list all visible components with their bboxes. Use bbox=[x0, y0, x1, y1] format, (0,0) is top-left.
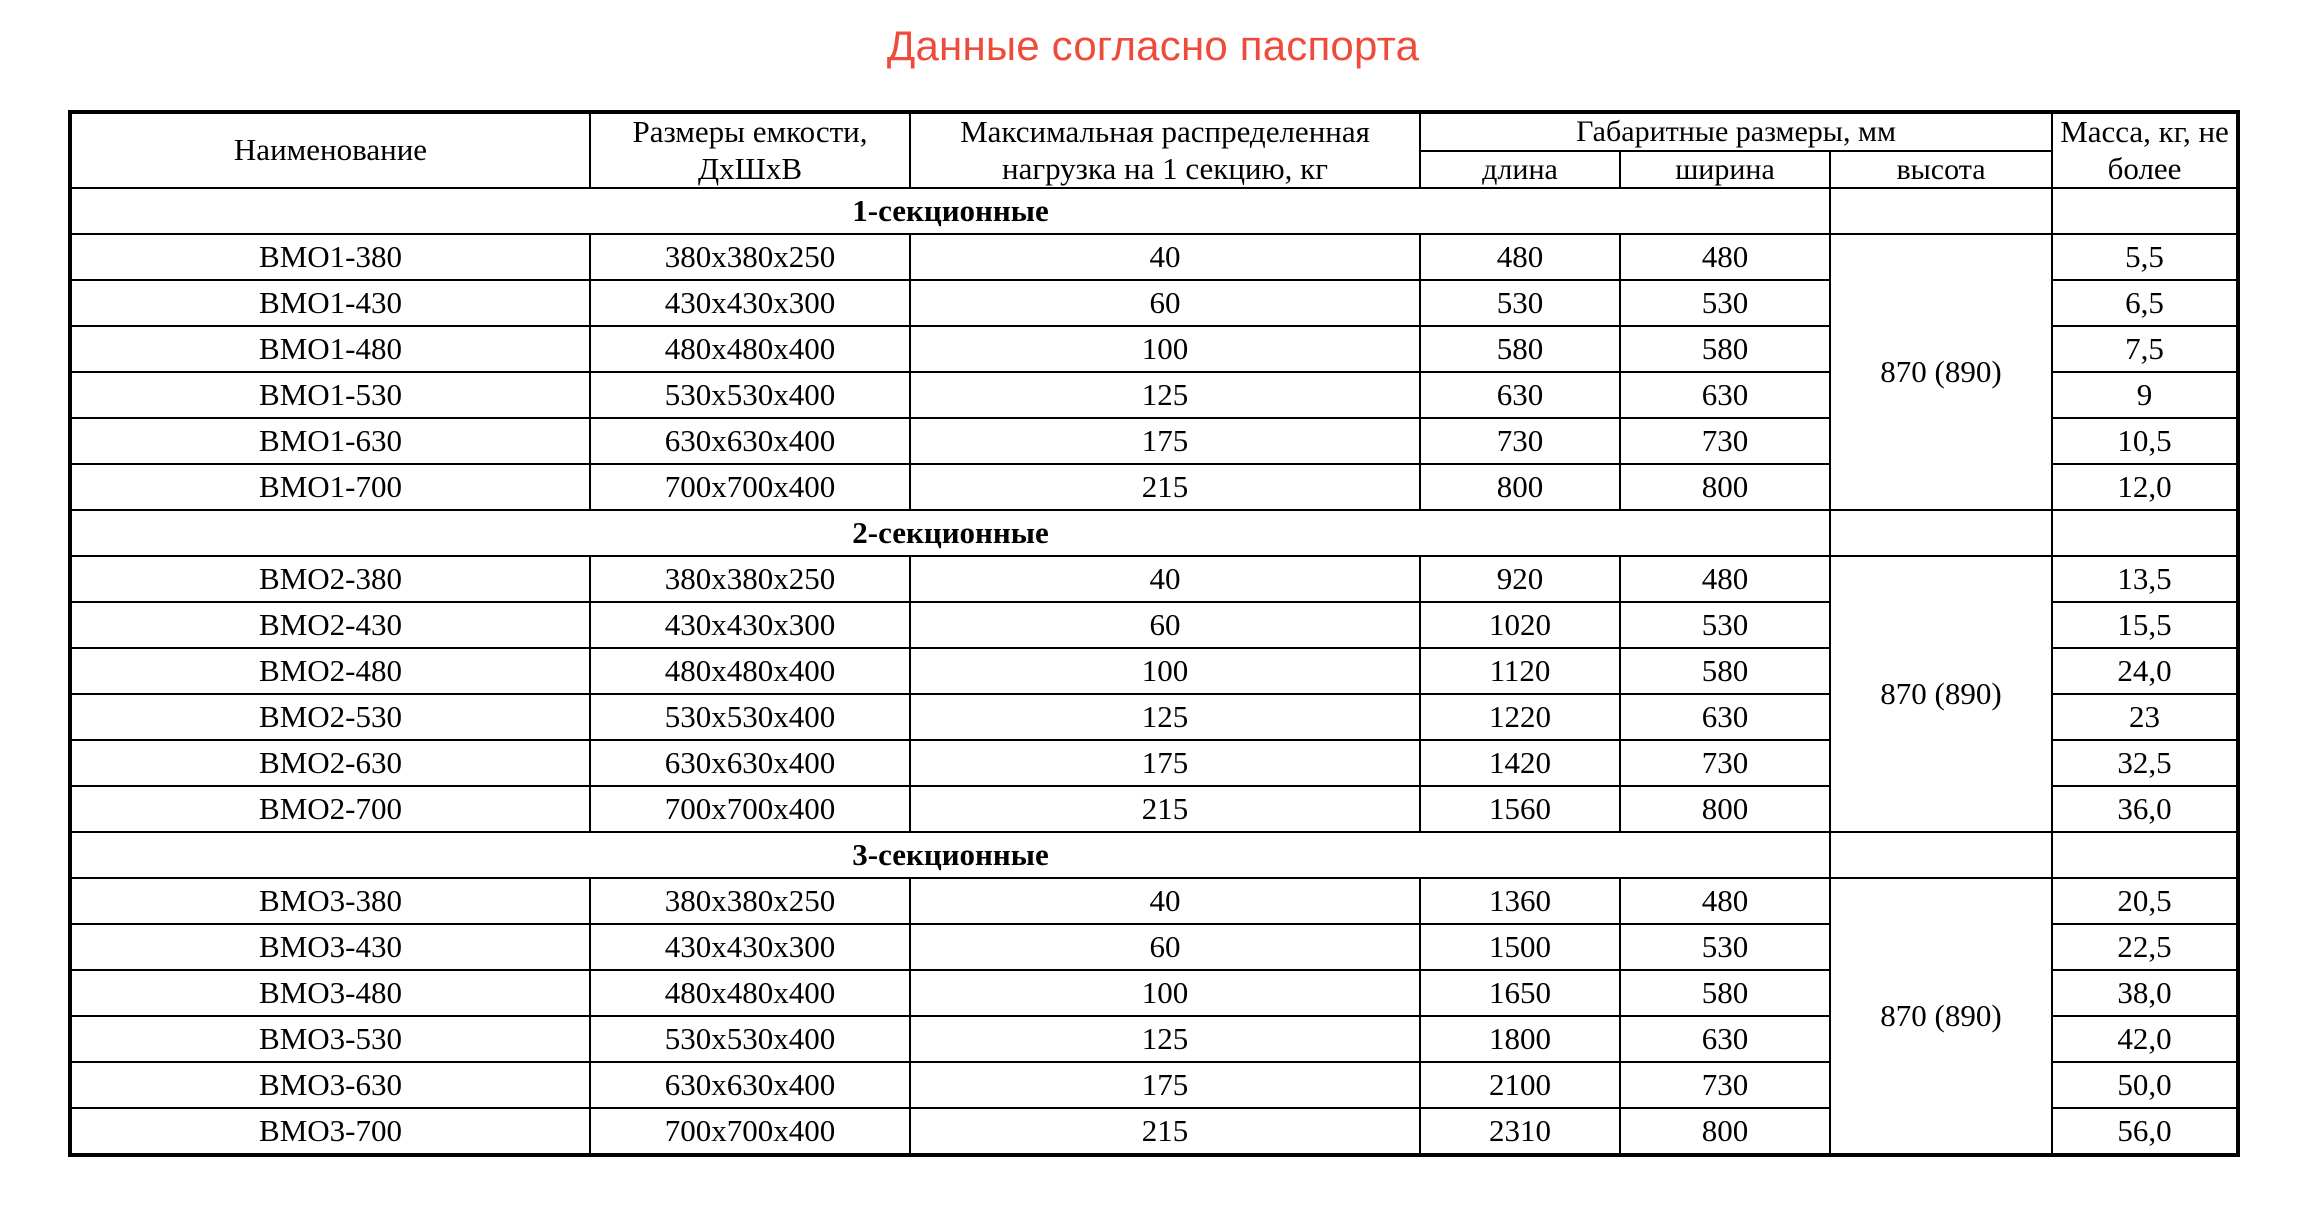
cell-capacity: 480х480х400 bbox=[590, 970, 910, 1016]
cell-capacity: 430х430х300 bbox=[590, 280, 910, 326]
cell-load: 100 bbox=[910, 326, 1420, 372]
cell-capacity: 630х630х400 bbox=[590, 418, 910, 464]
cell-name: ВМО3-700 bbox=[70, 1108, 590, 1155]
header-row-primary bbox=[70, 112, 2238, 151]
table-body bbox=[70, 188, 2238, 1155]
header-mass: Масса, кг, не более bbox=[2052, 112, 2238, 188]
cell-mass: 22,5 bbox=[2052, 924, 2238, 970]
cell-length: 1800 bbox=[1420, 1016, 1620, 1062]
cell-name: ВМО3-480 bbox=[70, 970, 590, 1016]
cell-load: 60 bbox=[910, 280, 1420, 326]
cell-mass: 15,5 bbox=[2052, 602, 2238, 648]
cell-capacity: 530х530х400 bbox=[590, 694, 910, 740]
cell-height: 870 (890) bbox=[1830, 234, 2052, 510]
cell-load: 60 bbox=[910, 924, 1420, 970]
header-capacity: Размеры емкости, ДхШхВ bbox=[590, 112, 910, 188]
cell-length: 1500 bbox=[1420, 924, 1620, 970]
cell-name: ВМО1-380 bbox=[70, 234, 590, 280]
cell-load: 175 bbox=[910, 1062, 1420, 1108]
section-spacer-mass bbox=[2052, 188, 2238, 234]
specification-table-container bbox=[68, 110, 2236, 1157]
section-label: 1-секционные bbox=[70, 188, 1830, 234]
cell-load: 215 bbox=[910, 464, 1420, 510]
cell-length: 920 bbox=[1420, 556, 1620, 602]
cell-capacity: 700х700х400 bbox=[590, 464, 910, 510]
cell-load: 125 bbox=[910, 372, 1420, 418]
section-spacer-mass bbox=[2052, 832, 2238, 878]
cell-name: ВМО3-630 bbox=[70, 1062, 590, 1108]
cell-mass: 13,5 bbox=[2052, 556, 2238, 602]
cell-width: 480 bbox=[1620, 234, 1830, 280]
section-header-row bbox=[70, 188, 2238, 234]
table-header bbox=[70, 112, 2238, 188]
cell-name: ВМО1-530 bbox=[70, 372, 590, 418]
cell-capacity: 530х530х400 bbox=[590, 372, 910, 418]
section-spacer-height bbox=[1830, 188, 2052, 234]
cell-mass: 24,0 bbox=[2052, 648, 2238, 694]
cell-name: ВМО2-480 bbox=[70, 648, 590, 694]
cell-width: 530 bbox=[1620, 602, 1830, 648]
cell-mass: 36,0 bbox=[2052, 786, 2238, 832]
header-height: высота bbox=[1830, 151, 2052, 189]
cell-width: 730 bbox=[1620, 740, 1830, 786]
table-row bbox=[70, 234, 2238, 280]
cell-name: ВМО3-530 bbox=[70, 1016, 590, 1062]
cell-load: 125 bbox=[910, 694, 1420, 740]
cell-mass: 9 bbox=[2052, 372, 2238, 418]
cell-load: 40 bbox=[910, 556, 1420, 602]
cell-capacity: 380х380х250 bbox=[590, 556, 910, 602]
cell-capacity: 530х530х400 bbox=[590, 1016, 910, 1062]
cell-name: ВМО1-630 bbox=[70, 418, 590, 464]
cell-width: 580 bbox=[1620, 326, 1830, 372]
cell-width: 630 bbox=[1620, 372, 1830, 418]
section-spacer-mass bbox=[2052, 510, 2238, 556]
cell-width: 480 bbox=[1620, 556, 1830, 602]
table-row bbox=[70, 556, 2238, 602]
cell-width: 730 bbox=[1620, 418, 1830, 464]
cell-name: ВМО3-380 bbox=[70, 878, 590, 924]
cell-length: 1560 bbox=[1420, 786, 1620, 832]
cell-mass: 23 bbox=[2052, 694, 2238, 740]
cell-mass: 42,0 bbox=[2052, 1016, 2238, 1062]
cell-name: ВМО2-630 bbox=[70, 740, 590, 786]
cell-load: 125 bbox=[910, 1016, 1420, 1062]
cell-capacity: 700х700х400 bbox=[590, 786, 910, 832]
cell-length: 800 bbox=[1420, 464, 1620, 510]
cell-capacity: 480х480х400 bbox=[590, 326, 910, 372]
cell-length: 480 bbox=[1420, 234, 1620, 280]
header-overall-dimensions: Габаритные размеры, мм bbox=[1420, 112, 2052, 151]
cell-width: 580 bbox=[1620, 648, 1830, 694]
cell-load: 175 bbox=[910, 740, 1420, 786]
cell-width: 480 bbox=[1620, 878, 1830, 924]
cell-load: 100 bbox=[910, 970, 1420, 1016]
header-name: Наименование bbox=[70, 112, 590, 188]
cell-length: 630 bbox=[1420, 372, 1620, 418]
cell-load: 40 bbox=[910, 878, 1420, 924]
cell-width: 630 bbox=[1620, 1016, 1830, 1062]
header-length: длина bbox=[1420, 151, 1620, 189]
cell-mass: 38,0 bbox=[2052, 970, 2238, 1016]
cell-width: 800 bbox=[1620, 464, 1830, 510]
cell-width: 530 bbox=[1620, 924, 1830, 970]
section-label: 3-секционные bbox=[70, 832, 1830, 878]
section-header-row bbox=[70, 832, 2238, 878]
cell-name: ВМО1-430 bbox=[70, 280, 590, 326]
cell-name: ВМО1-480 bbox=[70, 326, 590, 372]
header-load: Максимальная распределенная нагрузка на 1 секцию, кг bbox=[910, 112, 1420, 188]
cell-height: 870 (890) bbox=[1830, 878, 2052, 1155]
cell-width: 630 bbox=[1620, 694, 1830, 740]
cell-length: 1220 bbox=[1420, 694, 1620, 740]
cell-width: 730 bbox=[1620, 1062, 1830, 1108]
cell-length: 2310 bbox=[1420, 1108, 1620, 1155]
cell-load: 175 bbox=[910, 418, 1420, 464]
cell-length: 1360 bbox=[1420, 878, 1620, 924]
cell-mass: 20,5 bbox=[2052, 878, 2238, 924]
header-width: ширина bbox=[1620, 151, 1830, 189]
section-label: 2-секционные bbox=[70, 510, 1830, 556]
cell-length: 1650 bbox=[1420, 970, 1620, 1016]
cell-mass: 56,0 bbox=[2052, 1108, 2238, 1155]
page-title: Данные согласно паспорта bbox=[886, 22, 1420, 69]
cell-capacity: 430х430х300 bbox=[590, 602, 910, 648]
cell-capacity: 480х480х400 bbox=[590, 648, 910, 694]
section-spacer-height bbox=[1830, 832, 2052, 878]
section-spacer-height bbox=[1830, 510, 2052, 556]
cell-length: 2100 bbox=[1420, 1062, 1620, 1108]
cell-name: ВМО3-430 bbox=[70, 924, 590, 970]
cell-width: 530 bbox=[1620, 280, 1830, 326]
cell-length: 1120 bbox=[1420, 648, 1620, 694]
cell-length: 530 bbox=[1420, 280, 1620, 326]
section-header-row bbox=[70, 510, 2238, 556]
cell-name: ВМО2-380 bbox=[70, 556, 590, 602]
cell-mass: 10,5 bbox=[2052, 418, 2238, 464]
cell-load: 215 bbox=[910, 1108, 1420, 1155]
cell-load: 215 bbox=[910, 786, 1420, 832]
cell-mass: 12,0 bbox=[2052, 464, 2238, 510]
cell-length: 1420 bbox=[1420, 740, 1620, 786]
cell-load: 40 bbox=[910, 234, 1420, 280]
cell-capacity: 380х380х250 bbox=[590, 234, 910, 280]
cell-mass: 50,0 bbox=[2052, 1062, 2238, 1108]
cell-capacity: 430х430х300 bbox=[590, 924, 910, 970]
cell-capacity: 630х630х400 bbox=[590, 740, 910, 786]
cell-length: 580 bbox=[1420, 326, 1620, 372]
specification-table bbox=[68, 110, 2240, 1157]
cell-mass: 5,5 bbox=[2052, 234, 2238, 280]
cell-load: 100 bbox=[910, 648, 1420, 694]
cell-mass: 7,5 bbox=[2052, 326, 2238, 372]
cell-name: ВМО2-700 bbox=[70, 786, 590, 832]
cell-mass: 32,5 bbox=[2052, 740, 2238, 786]
table-row bbox=[70, 878, 2238, 924]
cell-width: 800 bbox=[1620, 786, 1830, 832]
cell-load: 60 bbox=[910, 602, 1420, 648]
cell-capacity: 700х700х400 bbox=[590, 1108, 910, 1155]
cell-height: 870 (890) bbox=[1830, 556, 2052, 832]
cell-capacity: 630х630х400 bbox=[590, 1062, 910, 1108]
cell-name: ВМО2-430 bbox=[70, 602, 590, 648]
cell-mass: 6,5 bbox=[2052, 280, 2238, 326]
cell-name: ВМО1-700 bbox=[70, 464, 590, 510]
cell-name: ВМО2-530 bbox=[70, 694, 590, 740]
cell-capacity: 380х380х250 bbox=[590, 878, 910, 924]
cell-width: 580 bbox=[1620, 970, 1830, 1016]
cell-length: 1020 bbox=[1420, 602, 1620, 648]
cell-length: 730 bbox=[1420, 418, 1620, 464]
cell-width: 800 bbox=[1620, 1108, 1830, 1155]
